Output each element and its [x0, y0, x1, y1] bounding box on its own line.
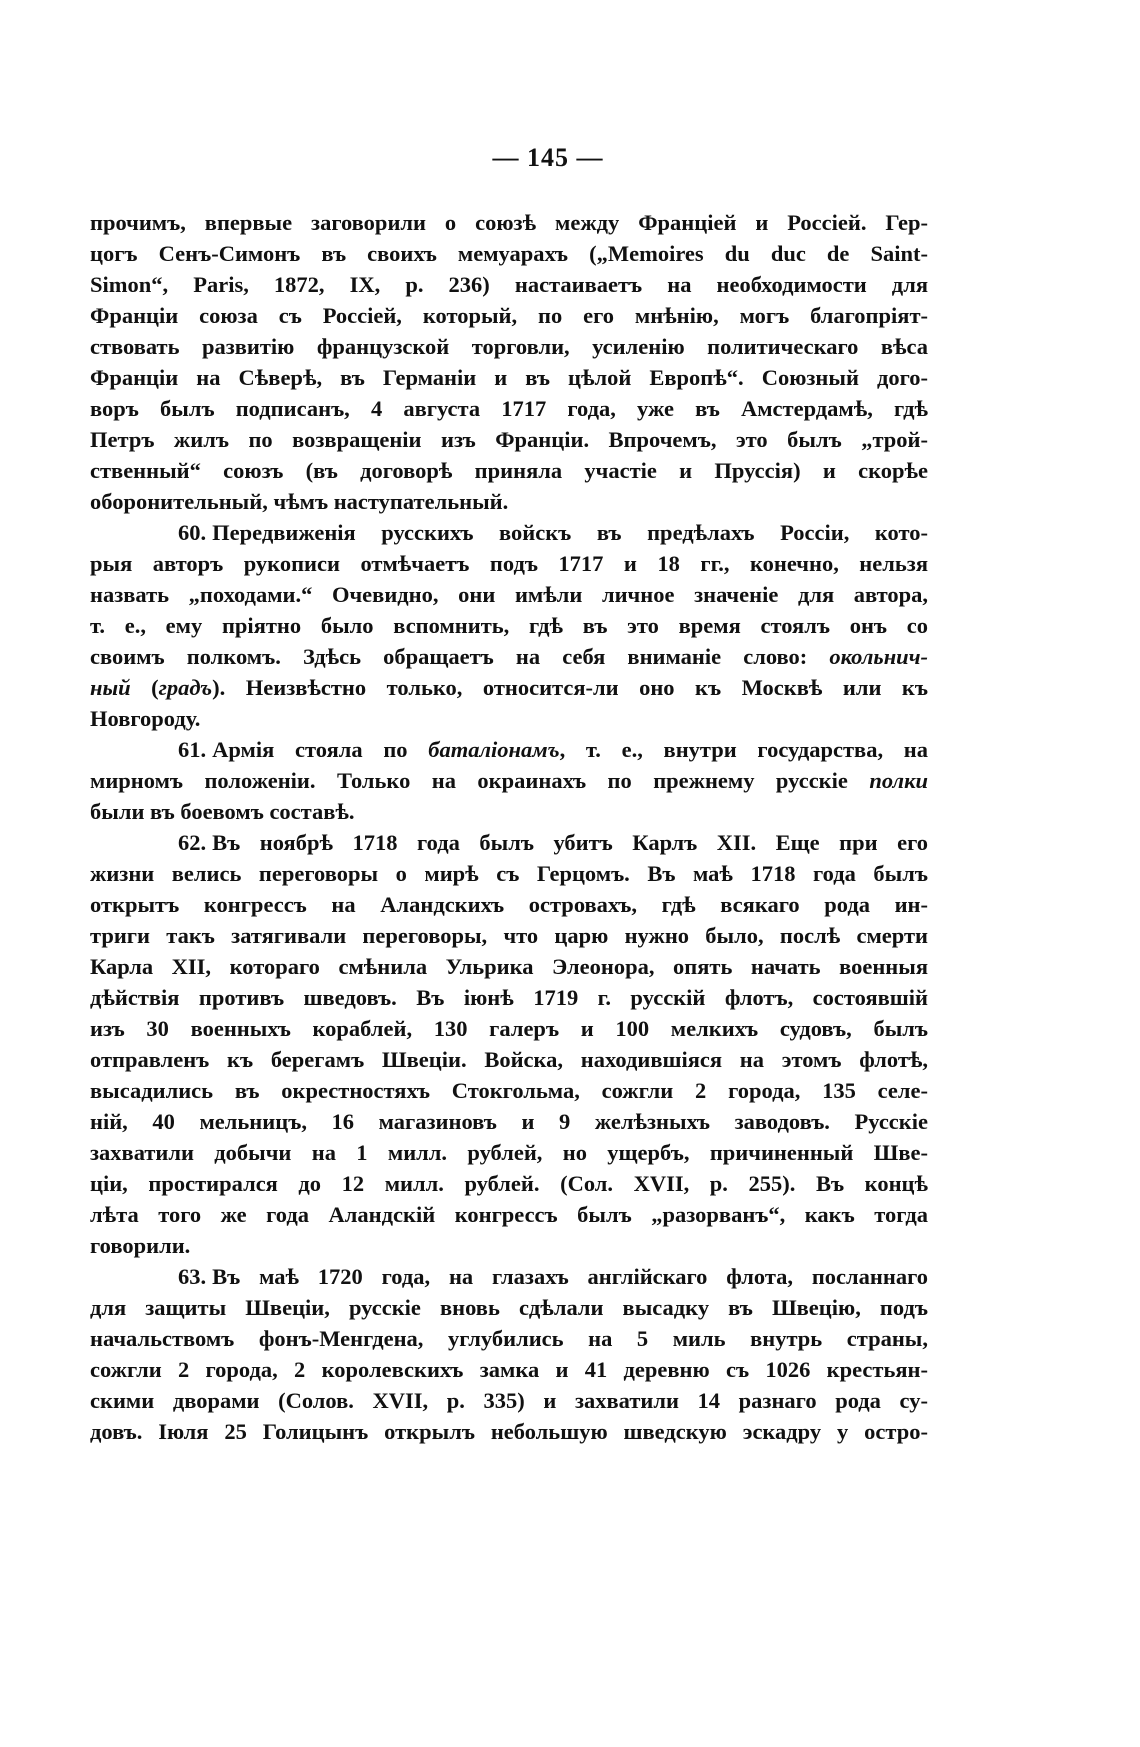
- text-segment: рыя авторъ рукописи отмѣчаетъ подъ 1717 и 18 гг., конечно, нельзя: [90, 551, 928, 576]
- paragraph-number: 63.: [178, 1264, 207, 1289]
- paragraph-60: [90, 517, 928, 734]
- paragraph-number: 61.: [178, 737, 207, 762]
- text-segment: Передвиженія русскихъ войскъ въ предѣлахъ Россіи, кото-: [212, 520, 928, 545]
- text-segment: Армія стояла по: [212, 737, 429, 762]
- text-line: [90, 486, 928, 517]
- text-line: [90, 1292, 928, 1323]
- text-line: [90, 672, 928, 703]
- text-segment: Новгороду.: [90, 706, 201, 731]
- text-segment: лѣта того же года Аландскій конгрессъ былъ „разорванъ“, какъ тогда: [90, 1202, 928, 1227]
- text-segment: ній, 40 мельницъ, 16 магазиновъ и 9 желѣзныхъ заводовъ. Русскіе: [90, 1109, 928, 1134]
- text-segment: говорили.: [90, 1233, 191, 1258]
- text-segment: Карла XII, котораго смѣнила Ульрика Элеонора, опять начать военныя: [90, 954, 928, 979]
- text-line: [90, 362, 928, 393]
- text-segment: назвать „походами.“ Очевидно, они имѣли личное значеніе для автора,: [90, 582, 928, 607]
- text-segment: открытъ конгрессъ на Аландскихъ островахъ, гдѣ всякаго рода ин-: [90, 892, 928, 917]
- paragraph-number: 62.: [178, 830, 207, 855]
- italic-term: полки: [869, 768, 928, 793]
- text-segment: высадились въ окрестностяхъ Стокгольма, сожгли 2 города, 135 селе-: [90, 1078, 928, 1103]
- text-line: [90, 1106, 928, 1137]
- italic-term: ный: [90, 675, 131, 700]
- italic-term: баталіонамъ: [428, 737, 560, 762]
- text-segment: мирномъ положеніи. Только на окраинахъ по прежнему русскіе: [90, 768, 870, 793]
- text-line: [90, 982, 928, 1013]
- text-segment: ственный“ союзъ (въ договорѣ приняла участіе и Пруссія) и скорѣе: [90, 458, 928, 483]
- text-segment: Франціи на Сѣверѣ, въ Германіи и въ цѣлой Европѣ“. Союзный дого-: [90, 365, 928, 390]
- text-line: [90, 1354, 928, 1385]
- text-line: [90, 517, 928, 548]
- text-line: [90, 238, 928, 269]
- text-segment: прочимъ, впервые заговорили о союзѣ между Франціей и Россіей. Гер-: [90, 210, 928, 235]
- text-line: [90, 1044, 928, 1075]
- text-segment: ). Неизвѣстно только, относится-ли оно къ Москвѣ или къ: [212, 675, 928, 700]
- text-line: [90, 1199, 928, 1230]
- text-line: [90, 548, 928, 579]
- text-segment: воръ былъ подписанъ, 4 августа 1717 года, уже въ Амстердамѣ, гдѣ: [90, 396, 928, 421]
- text-segment: цогъ Сенъ-Симонъ въ своихъ мемуарахъ („Memoires du duc de Saint-: [90, 241, 928, 266]
- text-line: [90, 207, 928, 238]
- text-segment: (: [130, 675, 159, 700]
- text-segment: Въ маѣ 1720 года, на глазахъ англійскаго флота, посланнаго: [212, 1264, 928, 1289]
- text-segment: дѣйствія противъ шведовъ. Въ іюнѣ 1719 г. русскій флотъ, состоявшій: [90, 985, 928, 1010]
- text-segment: триги такъ затягивали переговоры, что царю нужно было, послѣ смерти: [90, 923, 928, 948]
- text-line: [90, 796, 928, 827]
- text-line: [90, 1168, 928, 1199]
- text-line: [90, 641, 928, 672]
- text-segment: были въ боевомъ составѣ.: [90, 799, 355, 824]
- italic-term: окольнич-: [829, 644, 928, 669]
- paragraph-62: [90, 827, 928, 1261]
- paragraph-63: [90, 1261, 928, 1447]
- text-segment: своимъ полкомъ. Здѣсь обращаетъ на себя вниманіе слово:: [90, 644, 830, 669]
- text-line: [90, 858, 928, 889]
- text-segment: начальствомъ фонъ-Менгдена, углубились на 5 миль внутрь страны,: [90, 1326, 928, 1351]
- text-line: [90, 920, 928, 951]
- text-segment: оборонительный, чѣмъ наступательный.: [90, 489, 509, 514]
- italic-term: градъ: [158, 675, 213, 700]
- text-segment: захватили добычи на 1 милл. рублей, но ущербъ, причиненный Шве-: [90, 1140, 928, 1165]
- body-text: [90, 207, 928, 1447]
- text-line: [90, 703, 928, 734]
- text-line: [90, 765, 928, 796]
- text-segment: Simon“, Paris, 1872, IX, p. 236) настаиваетъ на необходимости для: [90, 272, 928, 297]
- text-segment: жизни велись переговоры о мирѣ съ Герцомъ. Въ маѣ 1718 года былъ: [90, 861, 928, 886]
- text-line: [90, 424, 928, 455]
- text-line: [90, 1416, 928, 1447]
- text-segment: Петръ жилъ по возвращеніи изъ Франціи. Впрочемъ, это былъ „трой-: [90, 427, 928, 452]
- text-segment: Франціи союза съ Россіей, который, по его мнѣнію, могъ благопріят-: [90, 303, 928, 328]
- text-segment: скими дворами (Солов. XVII, p. 335) и захватили 14 разнаго рода су-: [90, 1388, 928, 1413]
- text-segment: , т. е., внутри государства, на: [559, 737, 928, 762]
- text-segment: изъ 30 военныхъ кораблей, 130 галеръ и 100 мелкихъ судовъ, былъ: [90, 1016, 928, 1041]
- text-line: [90, 1385, 928, 1416]
- text-line: [90, 1013, 928, 1044]
- text-line: [90, 300, 928, 331]
- text-line: [90, 1323, 928, 1354]
- text-segment: т. е., ему пріятно было вспомнить, гдѣ въ это время стоялъ онъ со: [90, 613, 928, 638]
- text-line: [90, 269, 928, 300]
- text-line: [90, 734, 928, 765]
- text-segment: ціи, простирался до 12 милл. рублей. (Сол. XVII, p. 255). Въ концѣ: [90, 1171, 928, 1196]
- text-line: [90, 1261, 928, 1292]
- text-line: [90, 393, 928, 424]
- text-line: [90, 827, 928, 858]
- text-line: [90, 1230, 928, 1261]
- text-line: [90, 579, 928, 610]
- page-number: — 145 —: [492, 143, 604, 172]
- text-line: [90, 889, 928, 920]
- text-line: [90, 1137, 928, 1168]
- text-segment: довъ. Іюля 25 Голицынъ открылъ небольшую шведскую эскадру у остро-: [90, 1419, 928, 1444]
- paragraph-number: 60.: [178, 520, 207, 545]
- text-line: [90, 610, 928, 641]
- text-segment: ствовать развитію французской торговли, усиленію политическаго вѣса: [90, 334, 928, 359]
- text-segment: сожгли 2 города, 2 королевскихъ замка и 41 деревню съ 1026 крестьян-: [90, 1357, 928, 1382]
- text-line: [90, 331, 928, 362]
- paragraph-61: [90, 734, 928, 827]
- text-segment: отправленъ къ берегамъ Швеціи. Войска, находившіяся на этомъ флотѣ,: [90, 1047, 928, 1072]
- text-line: [90, 455, 928, 486]
- text-segment: Въ ноябрѣ 1718 года былъ убитъ Карлъ XII. Еще при его: [212, 830, 928, 855]
- text-line: [90, 1075, 928, 1106]
- text-line: [90, 951, 928, 982]
- text-segment: для защиты Швеціи, русскіе вновь сдѣлали высадку въ Швецію, подъ: [90, 1295, 928, 1320]
- paragraph-continued: [90, 207, 928, 517]
